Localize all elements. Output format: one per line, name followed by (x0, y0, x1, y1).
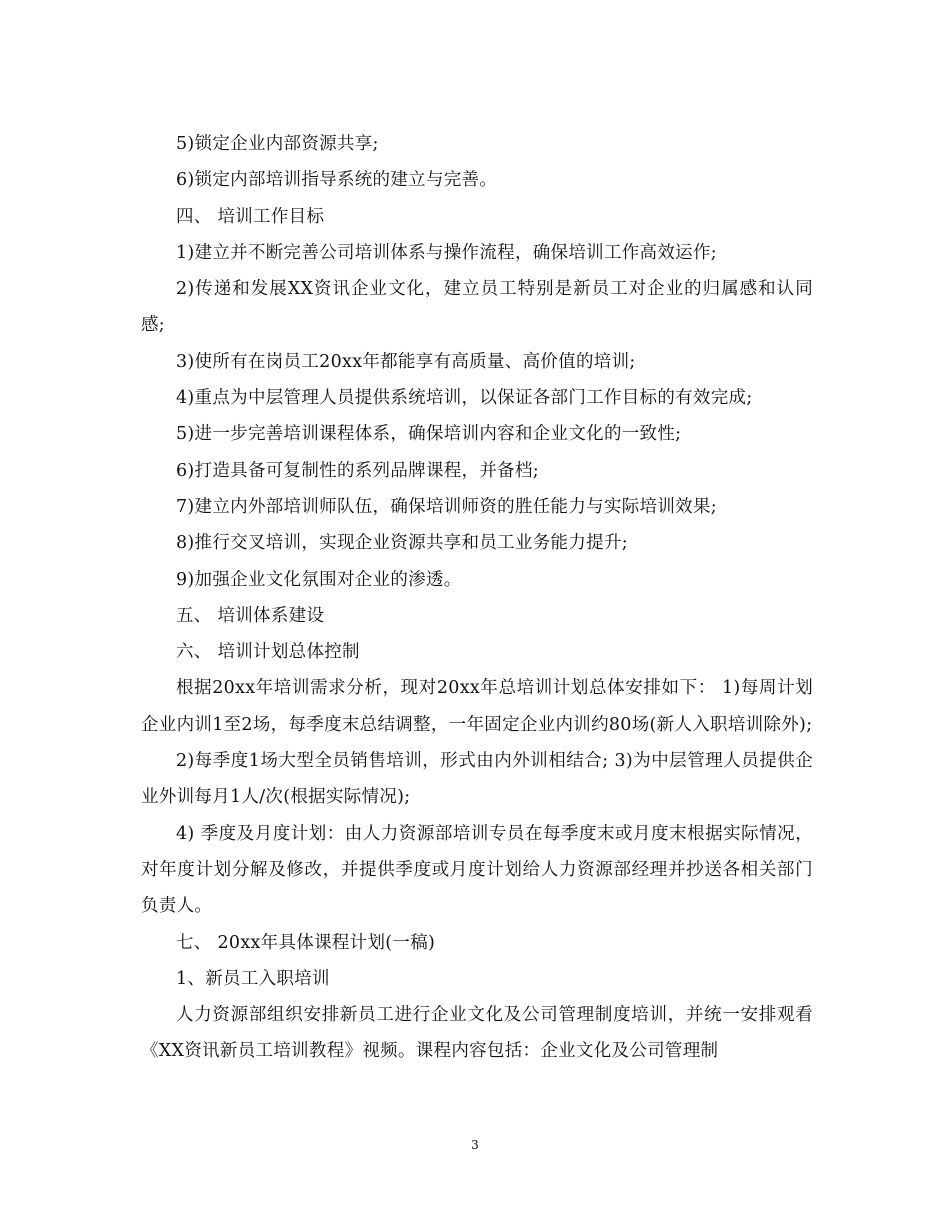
page-number: 3 (471, 1138, 479, 1152)
paragraph: 3)使所有在岗员工20xx年都能享有高质量、高价值的培训; (176, 351, 636, 372)
subsection-heading: 1、新员工入职培训 (176, 968, 330, 989)
paragraph: 2)传递和发展XX资讯企业文化，建立员工特别是新员工对企业的归属感和认同感; (141, 279, 813, 336)
paragraph: 8)推行交叉培训，实现企业资源共享和员工业务能力提升; (176, 533, 628, 554)
paragraph: 2)每季度1场大型全员销售培训，形式由内外训相结合; 3)为中层管理人员提供企业外训每月1人/次(根据实际情况); (141, 751, 813, 808)
paragraph: 4)重点为中层管理人员提供系统培训，以保证各部门工作目标的有效完成; (176, 388, 753, 409)
paragraph: 9)加强企业文化氛围对企业的渗透。 (176, 569, 462, 590)
document-body (141, 126, 813, 1070)
section-heading: 六、 培训计划总体控制 (176, 642, 360, 663)
section-heading: 四、 培训工作目标 (176, 206, 325, 227)
paragraph: 6)打造具备可复制性的系列品牌课程，并备档; (176, 460, 539, 481)
paragraph: 5)进一步完善培训课程体系，确保培训内容和企业文化的一致性; (176, 424, 682, 445)
paragraph: 7)建立内外部培训师队伍，确保培训师资的胜任能力与实际培训效果; (176, 496, 717, 517)
section-heading: 五、 培训体系建设 (176, 605, 325, 626)
paragraph: 1)建立并不断完善公司培训体系与操作流程，确保培训工作高效运作; (176, 242, 717, 263)
paragraph: 4) 季度及月度计划：由人力资源部培训专员在每季度末或月度末根据实际情况，对年度计划分解及修改，并提供季度或月度计划给人力资源部经理并抄送各相关部门负责人。 (141, 823, 813, 917)
paragraph: 5)锁定企业内部资源共享; (176, 134, 379, 154)
section-heading: 七、 20xx年具体课程计划(一稿) (176, 932, 436, 953)
paragraph: 6)锁定内部培训指导系统的建立与完善。 (176, 170, 498, 191)
paragraph: 根据20xx年培训需求分析，现对20xx年总培训计划总体安排如下： 1)每周计划企业内训1至2场，每季度末总结调整，一年固定企业内训约80场(新人入职培训除外); (141, 678, 813, 735)
paragraph: 人力资源部组织安排新员工进行企业文化及公司管理制度培训，并统一安排观看《XX资讯新员工培训教程》视频。课程内容包括：企业文化及公司管理制 (141, 1005, 813, 1062)
